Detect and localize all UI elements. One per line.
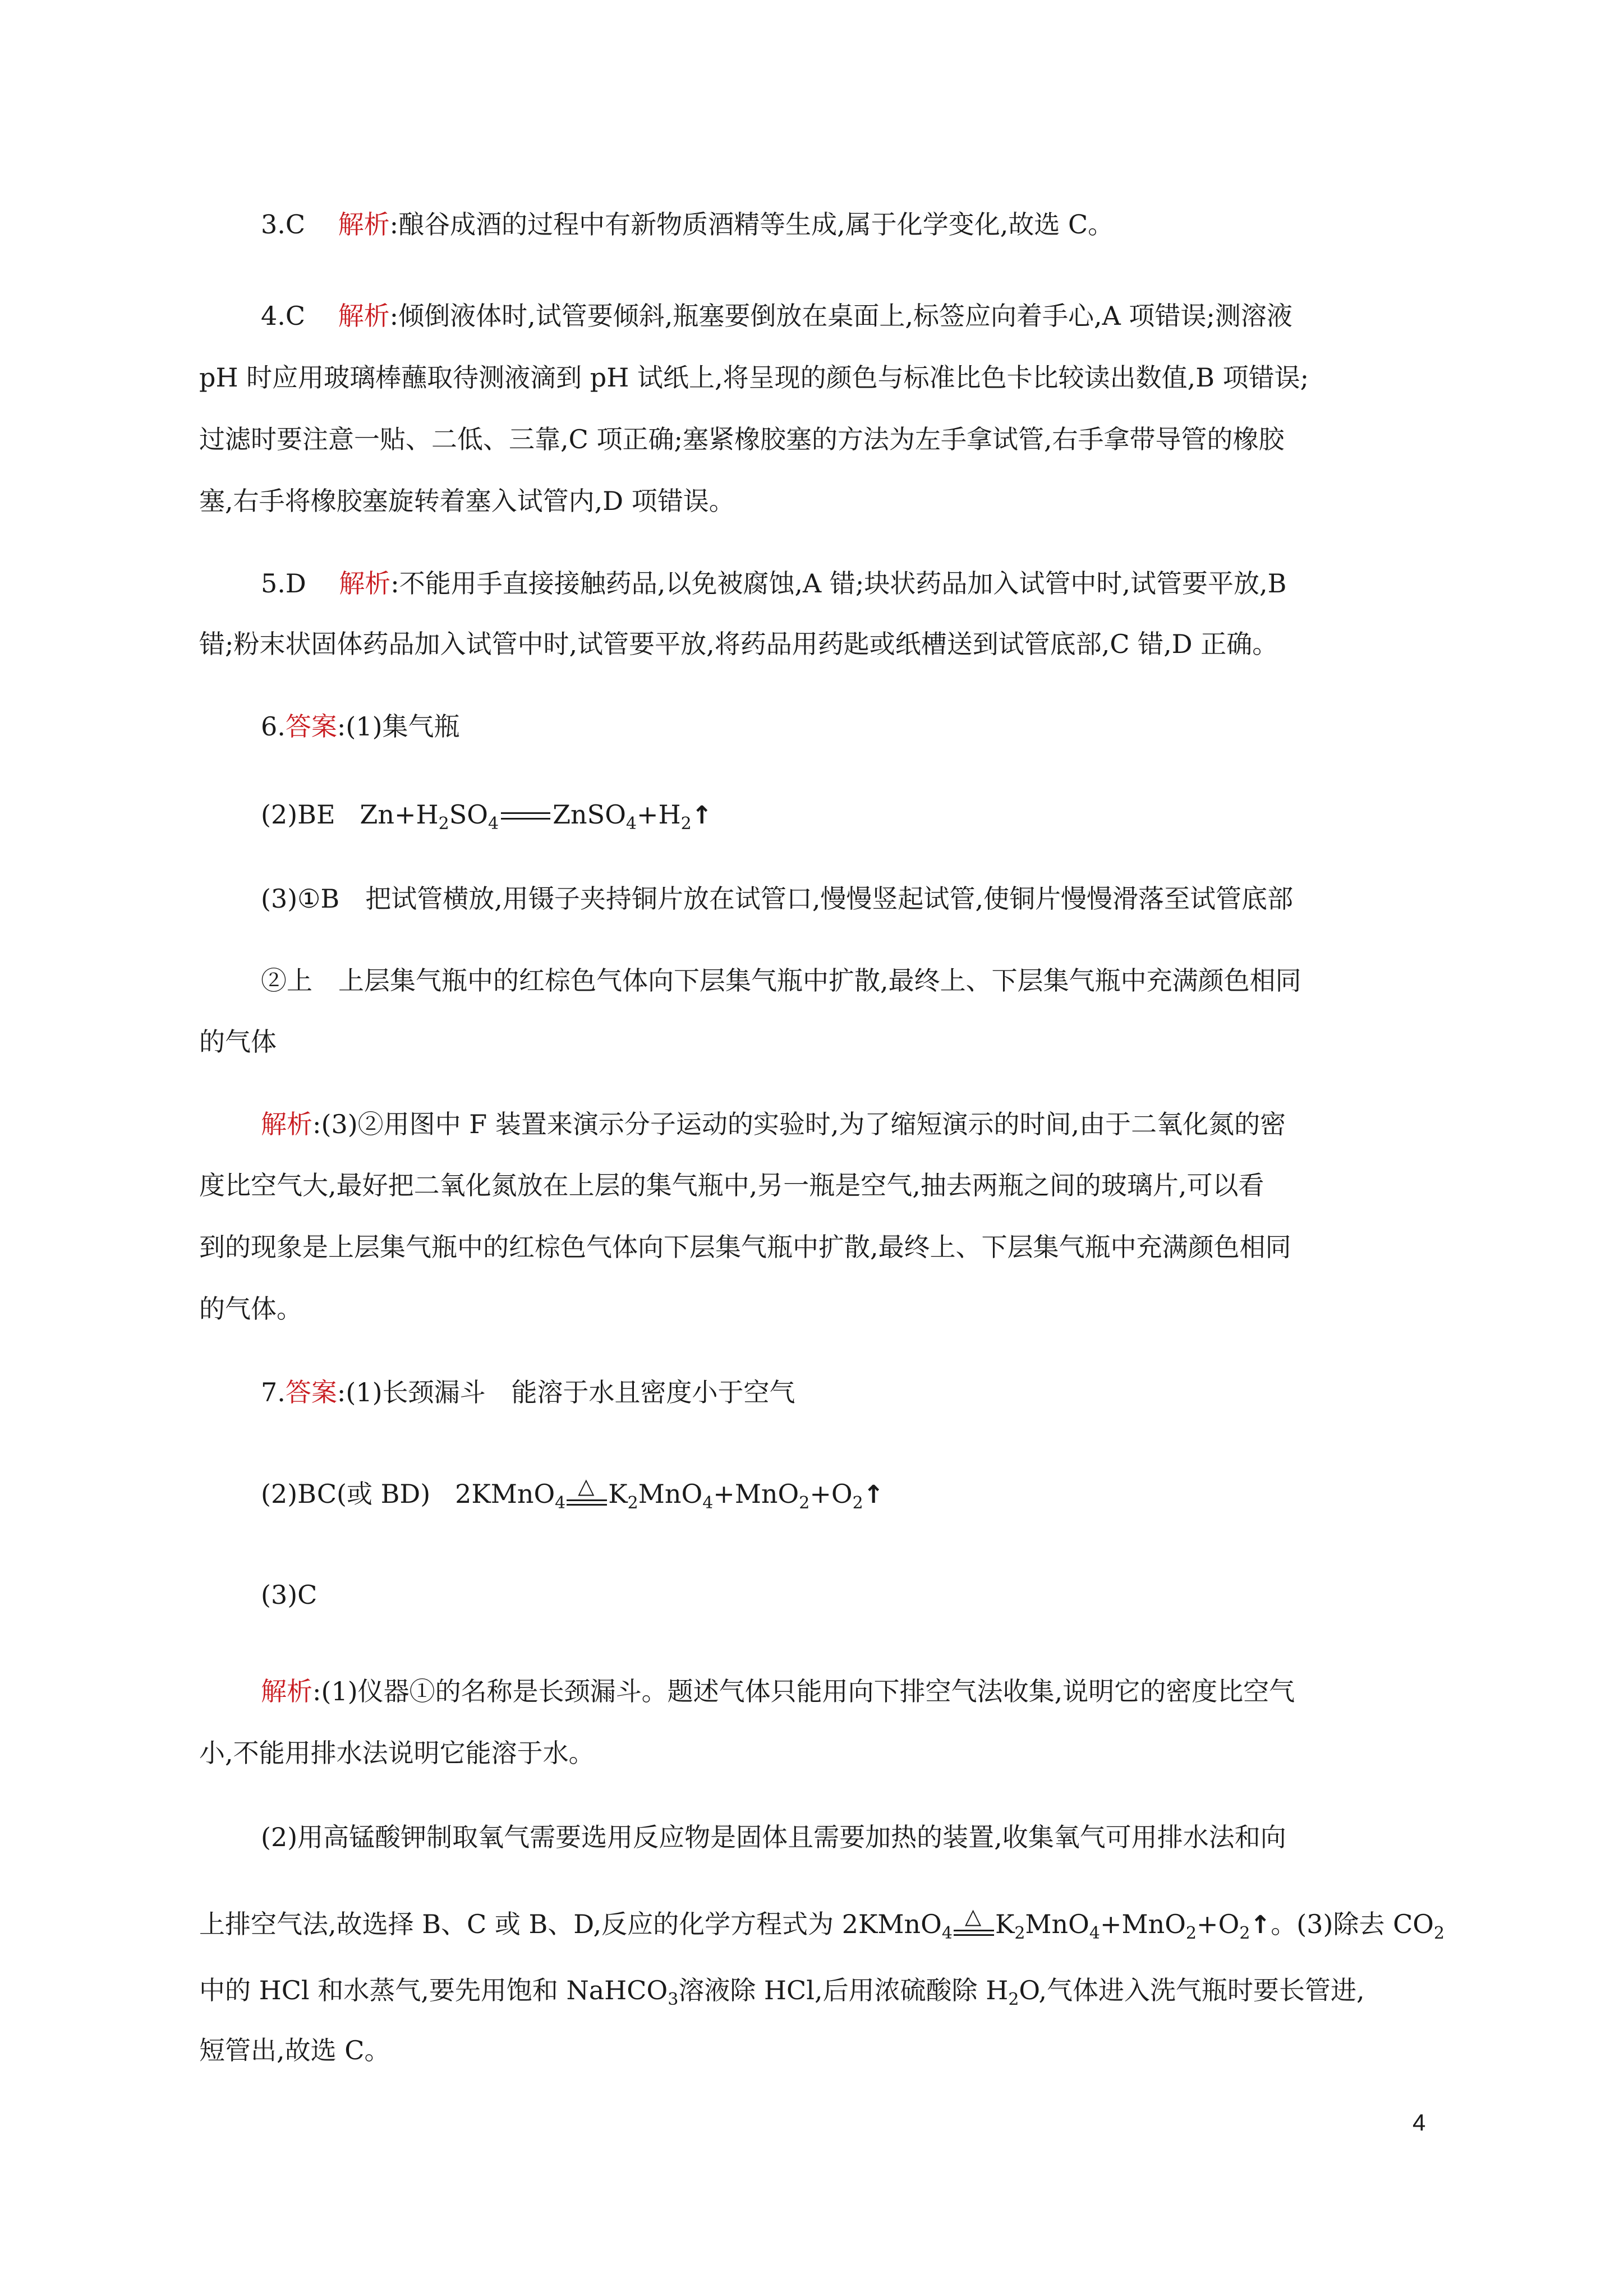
eq-sub: 2 bbox=[1014, 1924, 1025, 1943]
q7-analysis-2-line1: (2)用高锰酸钾制取氧气需要选用反应物是固体且需要加热的装置,收集氧气可用排水法和向 bbox=[261, 1822, 1286, 1852]
q4-line3: 过滤时要注意一贴、二低、三靠,C 项正确;塞紧橡胶塞的方法为左手拿试管,右手拿带导管的橡胶 bbox=[199, 424, 1285, 454]
q6-answer-label: 答案 bbox=[285, 711, 337, 742]
q7-number: 7. bbox=[261, 1377, 286, 1407]
q7-answer-1 bbox=[261, 1375, 1495, 1409]
q6-answer-2-prefix: (2)BE bbox=[261, 799, 335, 830]
q5-text-1: :不能用手直接接触药品,以免被腐蚀,A 错;块状药品加入试管中时,试管要平放,B bbox=[390, 568, 1287, 599]
gas-arrow-icon: ↑ bbox=[863, 1480, 884, 1509]
q6-analysis-line3: 到的现象是上层集气瓶中的红棕色气体向下层集气瓶中扩散,最终上、下层集气瓶中充满颜色相同 bbox=[199, 1232, 1291, 1262]
q6-answer-4-line2: 的气体 bbox=[199, 1027, 277, 1057]
q3-number: 3.C bbox=[261, 209, 306, 240]
q7-analysis-line1 bbox=[261, 1674, 1495, 1708]
eq-part: O,气体进入洗气瓶时要长管进, bbox=[1019, 1975, 1365, 2005]
triangle-icon: △ bbox=[964, 1904, 982, 1929]
q6-analysis-text-1: :(3)②用图中 F 装置来演示分子运动的实验时,为了缩短演示的时间,由于二氧化氮的密 bbox=[312, 1109, 1286, 1139]
page-number: 4 bbox=[1413, 2109, 1426, 2136]
q7-answer-2 bbox=[261, 1474, 1495, 1513]
eq-part: +O bbox=[1197, 1909, 1240, 1939]
q6-analysis-label: 解析 bbox=[261, 1109, 312, 1139]
eq-part: +MnO bbox=[1099, 1909, 1186, 1939]
q4-line4: 塞,右手将橡胶塞旋转着塞入试管内,D 项错误。 bbox=[199, 486, 735, 516]
eq-sub: 2 bbox=[438, 814, 449, 834]
q7-answer-1-text: :(1)长颈漏斗 能溶于水且密度小于空气 bbox=[337, 1377, 795, 1407]
equation-kmno4 bbox=[455, 1474, 884, 1513]
q7-analysis-text-1: :(1)仪器①的名称是长颈漏斗。题述气体只能用向下排空气法收集,说明它的密度比空气 bbox=[312, 1676, 1295, 1706]
q7-analysis-2-line2 bbox=[199, 1904, 1445, 1943]
eq-part: 溶液除 HCl,后用浓硫酸除 H bbox=[678, 1975, 1009, 2005]
q6-number: 6. bbox=[261, 711, 286, 742]
eq-part: 。(3)除去 CO bbox=[1271, 1909, 1434, 1939]
gas-arrow-icon: ↑ bbox=[691, 801, 712, 830]
eq-part: ZnSO bbox=[553, 799, 626, 830]
eq-part: +H bbox=[637, 799, 681, 830]
q7-analysis-3-line2: 短管出,故选 C。 bbox=[199, 2035, 390, 2065]
heating-condition-icon bbox=[565, 1474, 608, 1512]
eq-sub: 4 bbox=[555, 1493, 566, 1513]
q5-line1 bbox=[261, 567, 1495, 600]
q3-text: :酿谷成酒的过程中有新物质酒精等生成,属于化学变化,故选 C。 bbox=[389, 209, 1114, 240]
eq-sub: 3 bbox=[668, 1990, 679, 2009]
q6-answer-1 bbox=[261, 710, 1495, 743]
triangle-icon: △ bbox=[578, 1474, 595, 1498]
q4-analysis-label: 解析 bbox=[338, 301, 390, 331]
q6-answer-3: (3)①B 把试管横放,用镊子夹持铜片放在试管口,慢慢竖起试管,使铜片慢慢滑落至试管底部 bbox=[261, 884, 1294, 914]
eq-sub: 2 bbox=[1008, 1990, 1019, 2009]
eq-part: MnO bbox=[1025, 1909, 1089, 1939]
eq-sub: 4 bbox=[1089, 1924, 1100, 1943]
eq-sub: 4 bbox=[941, 1924, 953, 1943]
q6-answer-4-line1: ②上 上层集气瓶中的红棕色气体向下层集气瓶中扩散,最终上、下层集气瓶中充满颜色相同 bbox=[261, 965, 1301, 996]
eq-part: +O bbox=[809, 1479, 853, 1509]
q7-analysis-line2: 小,不能用排水法说明它能溶于水。 bbox=[199, 1738, 595, 1768]
gas-arrow-icon: ↑ bbox=[1250, 1911, 1271, 1939]
eq-part: +MnO bbox=[713, 1479, 799, 1509]
q4-number: 4.C bbox=[261, 301, 306, 331]
q4-text-1: :倾倒液体时,试管要倾斜,瓶塞要倒放在桌面上,标签应向着手心,A 项错误;测溶液 bbox=[389, 301, 1292, 331]
q5-analysis-label: 解析 bbox=[339, 568, 391, 599]
eq-sub: 2 bbox=[680, 814, 692, 834]
eq-part: 中的 HCl 和水蒸气,要先用饱和 NaHCO bbox=[199, 1975, 668, 2005]
heating-condition-icon bbox=[953, 1904, 995, 1942]
eq-sub: 4 bbox=[488, 814, 499, 834]
eq-sub: 2 bbox=[1239, 1924, 1250, 1943]
q7-answer-label: 答案 bbox=[285, 1377, 337, 1407]
q7-answer-2-prefix: (2)BC(或 BD) bbox=[261, 1479, 431, 1509]
q5-line2: 错;粉末状固体药品加入试管中时,试管要平放,将药品用药匙或纸槽送到试管底部,C 错,D 正确。 bbox=[199, 629, 1278, 659]
q7-analysis-3-line1 bbox=[199, 1973, 1433, 2007]
q3-line bbox=[261, 208, 1495, 241]
eq-sub: 2 bbox=[852, 1493, 863, 1513]
q7-analysis-label: 解析 bbox=[261, 1676, 312, 1706]
q4-line2: pH 时应用玻璃棒蘸取待测液滴到 pH 试纸上,将呈现的颜色与标准比色卡比较读出数值,B 项错误; bbox=[199, 362, 1309, 393]
eq-part: 2KMnO bbox=[455, 1479, 555, 1509]
q5-number: 5.D bbox=[261, 568, 306, 599]
eq-part: Zn+H bbox=[360, 799, 439, 830]
eq-part: MnO bbox=[638, 1479, 703, 1509]
eq-sub: 2 bbox=[627, 1493, 638, 1513]
eq-sub: 4 bbox=[625, 814, 637, 834]
eq-sub: 2 bbox=[799, 1493, 810, 1513]
eq-part: 上排空气法,故选择 B、C 或 B、D,反应的化学方程式为 2KMnO bbox=[199, 1909, 942, 1939]
q6-analysis-line1 bbox=[261, 1107, 1495, 1141]
q6-analysis-line2: 度比空气大,最好把二氧化氮放在上层的集气瓶中,另一瓶是空气,抽去两瓶之间的玻璃片,可以看 bbox=[199, 1170, 1264, 1200]
eq-part: SO bbox=[449, 799, 488, 830]
q6-answer-2 bbox=[261, 798, 1495, 832]
eq-part: K bbox=[995, 1909, 1015, 1939]
eq-sub: 2 bbox=[1185, 1924, 1197, 1943]
equation-zinc bbox=[360, 799, 712, 834]
q4-line1 bbox=[261, 299, 1495, 333]
eq-sub: 2 bbox=[1433, 1924, 1445, 1943]
eq-part: K bbox=[608, 1479, 628, 1509]
q7-answer-3: (3)C bbox=[261, 1580, 318, 1610]
equals-sign bbox=[499, 806, 553, 828]
q6-analysis-line4: 的气体。 bbox=[199, 1294, 302, 1324]
q6-answer-1-text: :(1)集气瓶 bbox=[337, 711, 460, 742]
eq-sub: 4 bbox=[702, 1493, 714, 1513]
q3-analysis-label: 解析 bbox=[338, 209, 390, 240]
